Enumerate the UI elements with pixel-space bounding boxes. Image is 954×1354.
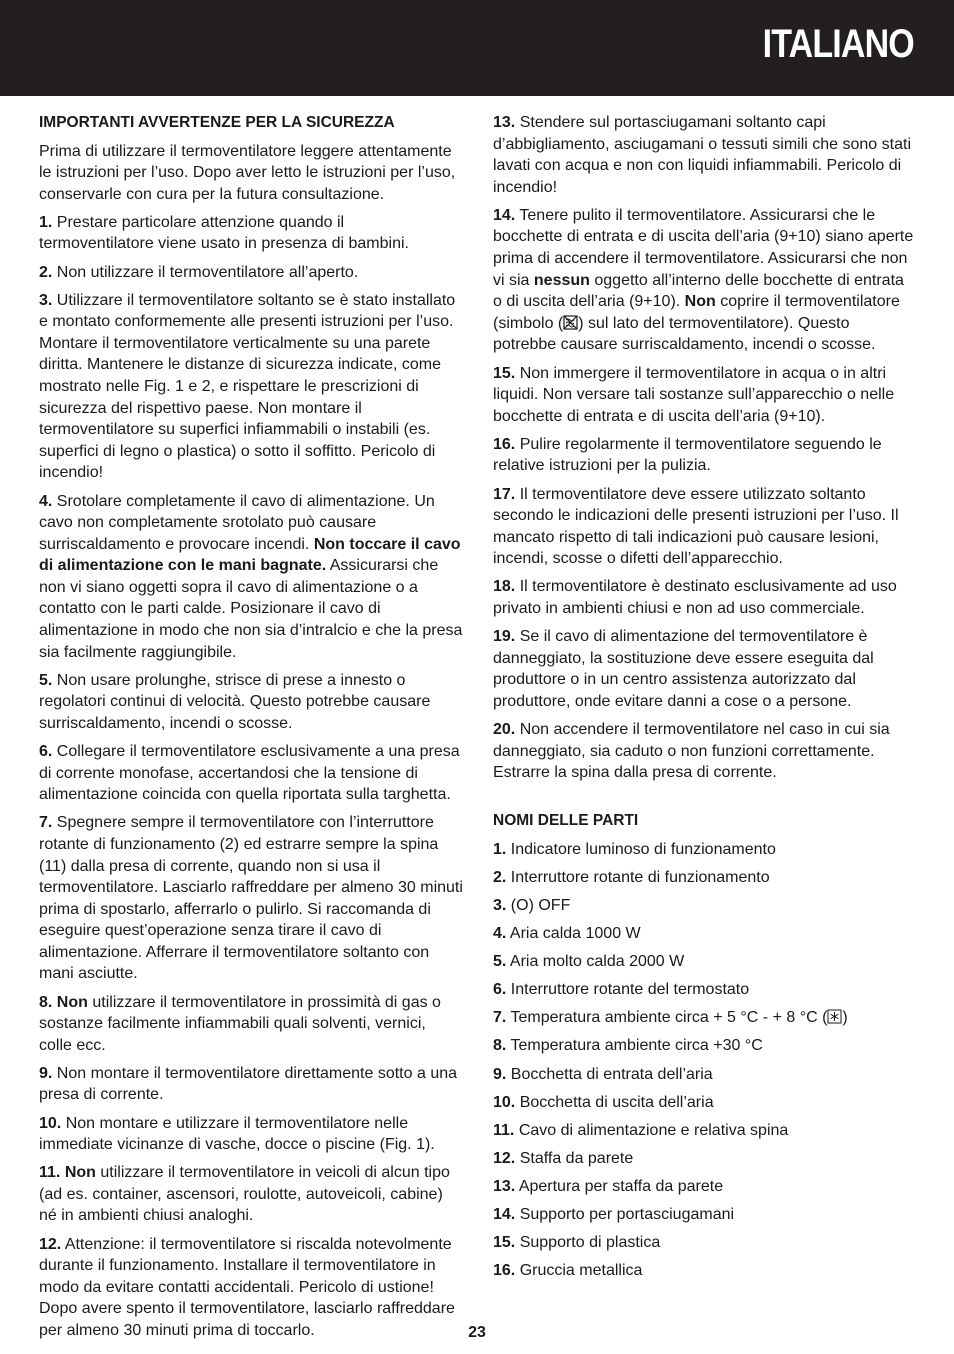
do-not-cover-icon bbox=[563, 315, 578, 330]
snowflake-icon bbox=[827, 1009, 842, 1024]
safety-item-20: 20. Non accendere il termoventilatore nel caso in cui sia danneggiato, sia caduto o non funzioni correttamente. Estrarre la spina dalla presa di corrente. bbox=[493, 720, 890, 782]
section-spacer bbox=[493, 790, 917, 810]
safety-item-11: 11. Non utilizzare il termoventilatore in veicoli di alcun tipo (ad es. container, ascensori, roulotte, autoveicoli, cabine) né in ambienti chiusi analoghi. bbox=[39, 1164, 450, 1225]
list-item: 14. Supporto per portasciugamani bbox=[493, 1206, 735, 1224]
safety-item-3: 3. Utilizzare il termoventilatore soltanto se è stato installato e montato conformemente alle presenti istruzioni per l’uso. Montare il termoventilatore verticalmente su una parete diritta. Mantenere le distanze di sicurezza indicate, come mostrato nelle Fig. 1 e 2, e rispettare le prescrizioni di sicurezza del rispettivo paese. Non montare il termoventilatore su superfici infiammabili o instabili (es. superfici di legno o plastica) o sotto il soffitto. Pericolo di incendio! bbox=[39, 291, 456, 482]
list-item: 12. Staffa da parete bbox=[493, 1149, 634, 1167]
list-item: 1. Indicatore luminoso di funzionamento bbox=[493, 840, 776, 858]
list-item: 5. Aria molto calda 2000 W bbox=[493, 953, 685, 971]
safety-intro: Prima di utilizzare il termoventilatore leggere attentamente le istruzioni per l’uso. Dopo aver letto le istruzioni per l’uso, conservarle con cura per la futura consultazione. bbox=[39, 142, 456, 203]
list-item: 15. Supporto di plastica bbox=[493, 1234, 661, 1252]
safety-item-17: 17. Il termoventilatore deve essere utilizzato soltanto secondo le indicazioni delle presenti istruzioni per l’uso. Il mancato rispetto di tali indicazioni può causare lesioni, incendi, scosse o difetti dell’apparecchio. bbox=[493, 485, 899, 568]
safety-item-19: 19. Se il cavo di alimentazione del termoventilatore è danneggiato, la sostituzione deve essere eseguita dal produttore o in un centro assistenza autorizzato dal produttore, onde evitare danni a cose o a persone. bbox=[493, 628, 874, 710]
safety-item-10: 10. Non montare e utilizzare il termoventilatore nelle immediate vicinanze di vasche, docce o piscine (Fig. 1). bbox=[39, 1114, 435, 1154]
safety-item-13: 13. Stendere sul portasciugamani soltanto capi d’abbigliamento, asciugamani o tessuti simili che sono stati lavati con acqua e non con liquidi infiammabili. Pericolo di incendio! bbox=[493, 114, 911, 196]
safety-item-8: 8. Non utilizzare il termoventilatore in prossimità di gas o sostanze facilmente infiammabili quali solventi, vernici, colle ecc. bbox=[39, 993, 441, 1054]
safety-item-4: 4. Srotolare completamente il cavo di alimentazione. Un cavo non completamente srotolato può causare surriscaldamento e provocare incendi. Non toccare il cavo di alimentazione con le mani bagnate. Assicurarsi che non vi siano oggetti sopra il cavo di alimentazione o a contatto con le parti calde. Posizionare il cavo di alimentazione in modo che non sia d’intralcio e che la presa sia facilmente raggiungibile. bbox=[39, 492, 463, 661]
safety-heading: IMPORTANTI AVVERTENZE PER LA SICUREZZA bbox=[39, 114, 395, 131]
parts-list bbox=[493, 839, 917, 1282]
safety-item-2: 2. Non utilizzare il termoventilatore all’aperto. bbox=[39, 263, 359, 281]
language-title: ITALIANO bbox=[762, 22, 914, 66]
list-item: 4. Aria calda 1000 W bbox=[493, 925, 641, 943]
list-item: 7. Temperatura ambiente circa + 5 °C - + 8 °C ( ) bbox=[493, 1009, 848, 1027]
list-item: 11. Cavo di alimentazione e relativa spina bbox=[493, 1121, 789, 1139]
list-item: 2. Interruttore rotante di funzionamento bbox=[493, 868, 770, 886]
safety-item-16: 16. Pulire regolarmente il termoventilatore seguendo le relative istruzioni per la pulizia. bbox=[493, 435, 882, 475]
safety-item-14: 14. Tenere pulito il termoventilatore. Assicurarsi che le bocchette di entrata e di uscita dell’aria (9+10) siano aperte prima di accendere il termoventilatore. Assicurarsi che non vi sia nessun oggetto all’interno delle bocchette di entrata o di uscita dell’aria (9+10). Non coprire il termoventilatore (simbolo ( ) sul lato del termoventilatore). Questo potrebbe causare surriscaldamento, incendi o scosse. bbox=[493, 206, 914, 354]
parts-heading: NOMI DELLE PARTI bbox=[493, 812, 639, 830]
safety-item-9: 9. Non montare il termoventilatore direttamente sotto a una presa di corrente. bbox=[39, 1064, 458, 1104]
list-item: 16. Gruccia metallica bbox=[493, 1262, 643, 1280]
list-item: 13. Apertura per staffa da parete bbox=[493, 1177, 724, 1195]
list-item: 9. Bocchetta di entrata dell’aria bbox=[493, 1065, 713, 1083]
safety-item-15: 15. Non immergere il termoventilatore in acqua o in altri liquidi. Non versare tali sostanze sull’apparecchio o nelle bocchette di entrata e di uscita dell’aria (9+10). bbox=[493, 364, 895, 425]
safety-item-12: 12. Attenzione: il termoventilatore si riscalda notevolmente durante il funzionamento. Installare il termoventilatore in modo da evitare contatti accidentali. Pericolo di ustione! Dopo avere spento il termoventilatore, lasciarlo raffreddare per almeno 30 minuti prima di toccarlo. bbox=[39, 1235, 455, 1339]
list-item: 8. Temperatura ambiente circa +30 °C bbox=[493, 1037, 763, 1055]
list-item: 10. Bocchetta di uscita dell’aria bbox=[493, 1093, 714, 1111]
page-number: 23 bbox=[468, 1324, 486, 1341]
left-column bbox=[39, 112, 463, 1348]
safety-item-1: 1. Prestare particolare attenzione quando il termoventilatore viene usato in presenza di bambini. bbox=[39, 213, 409, 253]
safety-item-18: 18. Il termoventilatore è destinato esclusivamente ad uso privato in ambienti chiusi e non ad uso commerciale. bbox=[493, 578, 897, 617]
safety-item-5: 5. Non usare prolunghe, strisce di prese a innesto o regolatori continui di velocità. Questo potrebbe causare surriscaldamento, incendi o scosse. bbox=[39, 671, 431, 732]
list-item: 3. (O) OFF bbox=[493, 897, 571, 914]
list-item: 6. Interruttore rotante del termostato bbox=[493, 981, 750, 999]
safety-item-7: 7. Spegnere sempre il termoventilatore con l’interruttore rotante di funzionamento (2) ed estrarre sempre la spina (11) dalla presa di corrente, quando non si usa il termoventilatore. Lasciarlo raffreddare per almeno 30 minuti prima di spostarlo, afferrarlo o pulirlo. Si raccomanda di eseguire quest’operazione senza tirare il cavo di alimentazione. Afferrare il termoventilatore soltanto con mani asciutte. bbox=[39, 814, 463, 983]
page-header-bar bbox=[0, 0, 954, 96]
safety-item-6: 6. Collegare il termoventilatore esclusivamente a una presa di corrente monofase, accertandosi che la tensione di alimentazione coincida con quella riportata sulla targhetta. bbox=[39, 743, 460, 804]
right-column bbox=[493, 112, 917, 1288]
